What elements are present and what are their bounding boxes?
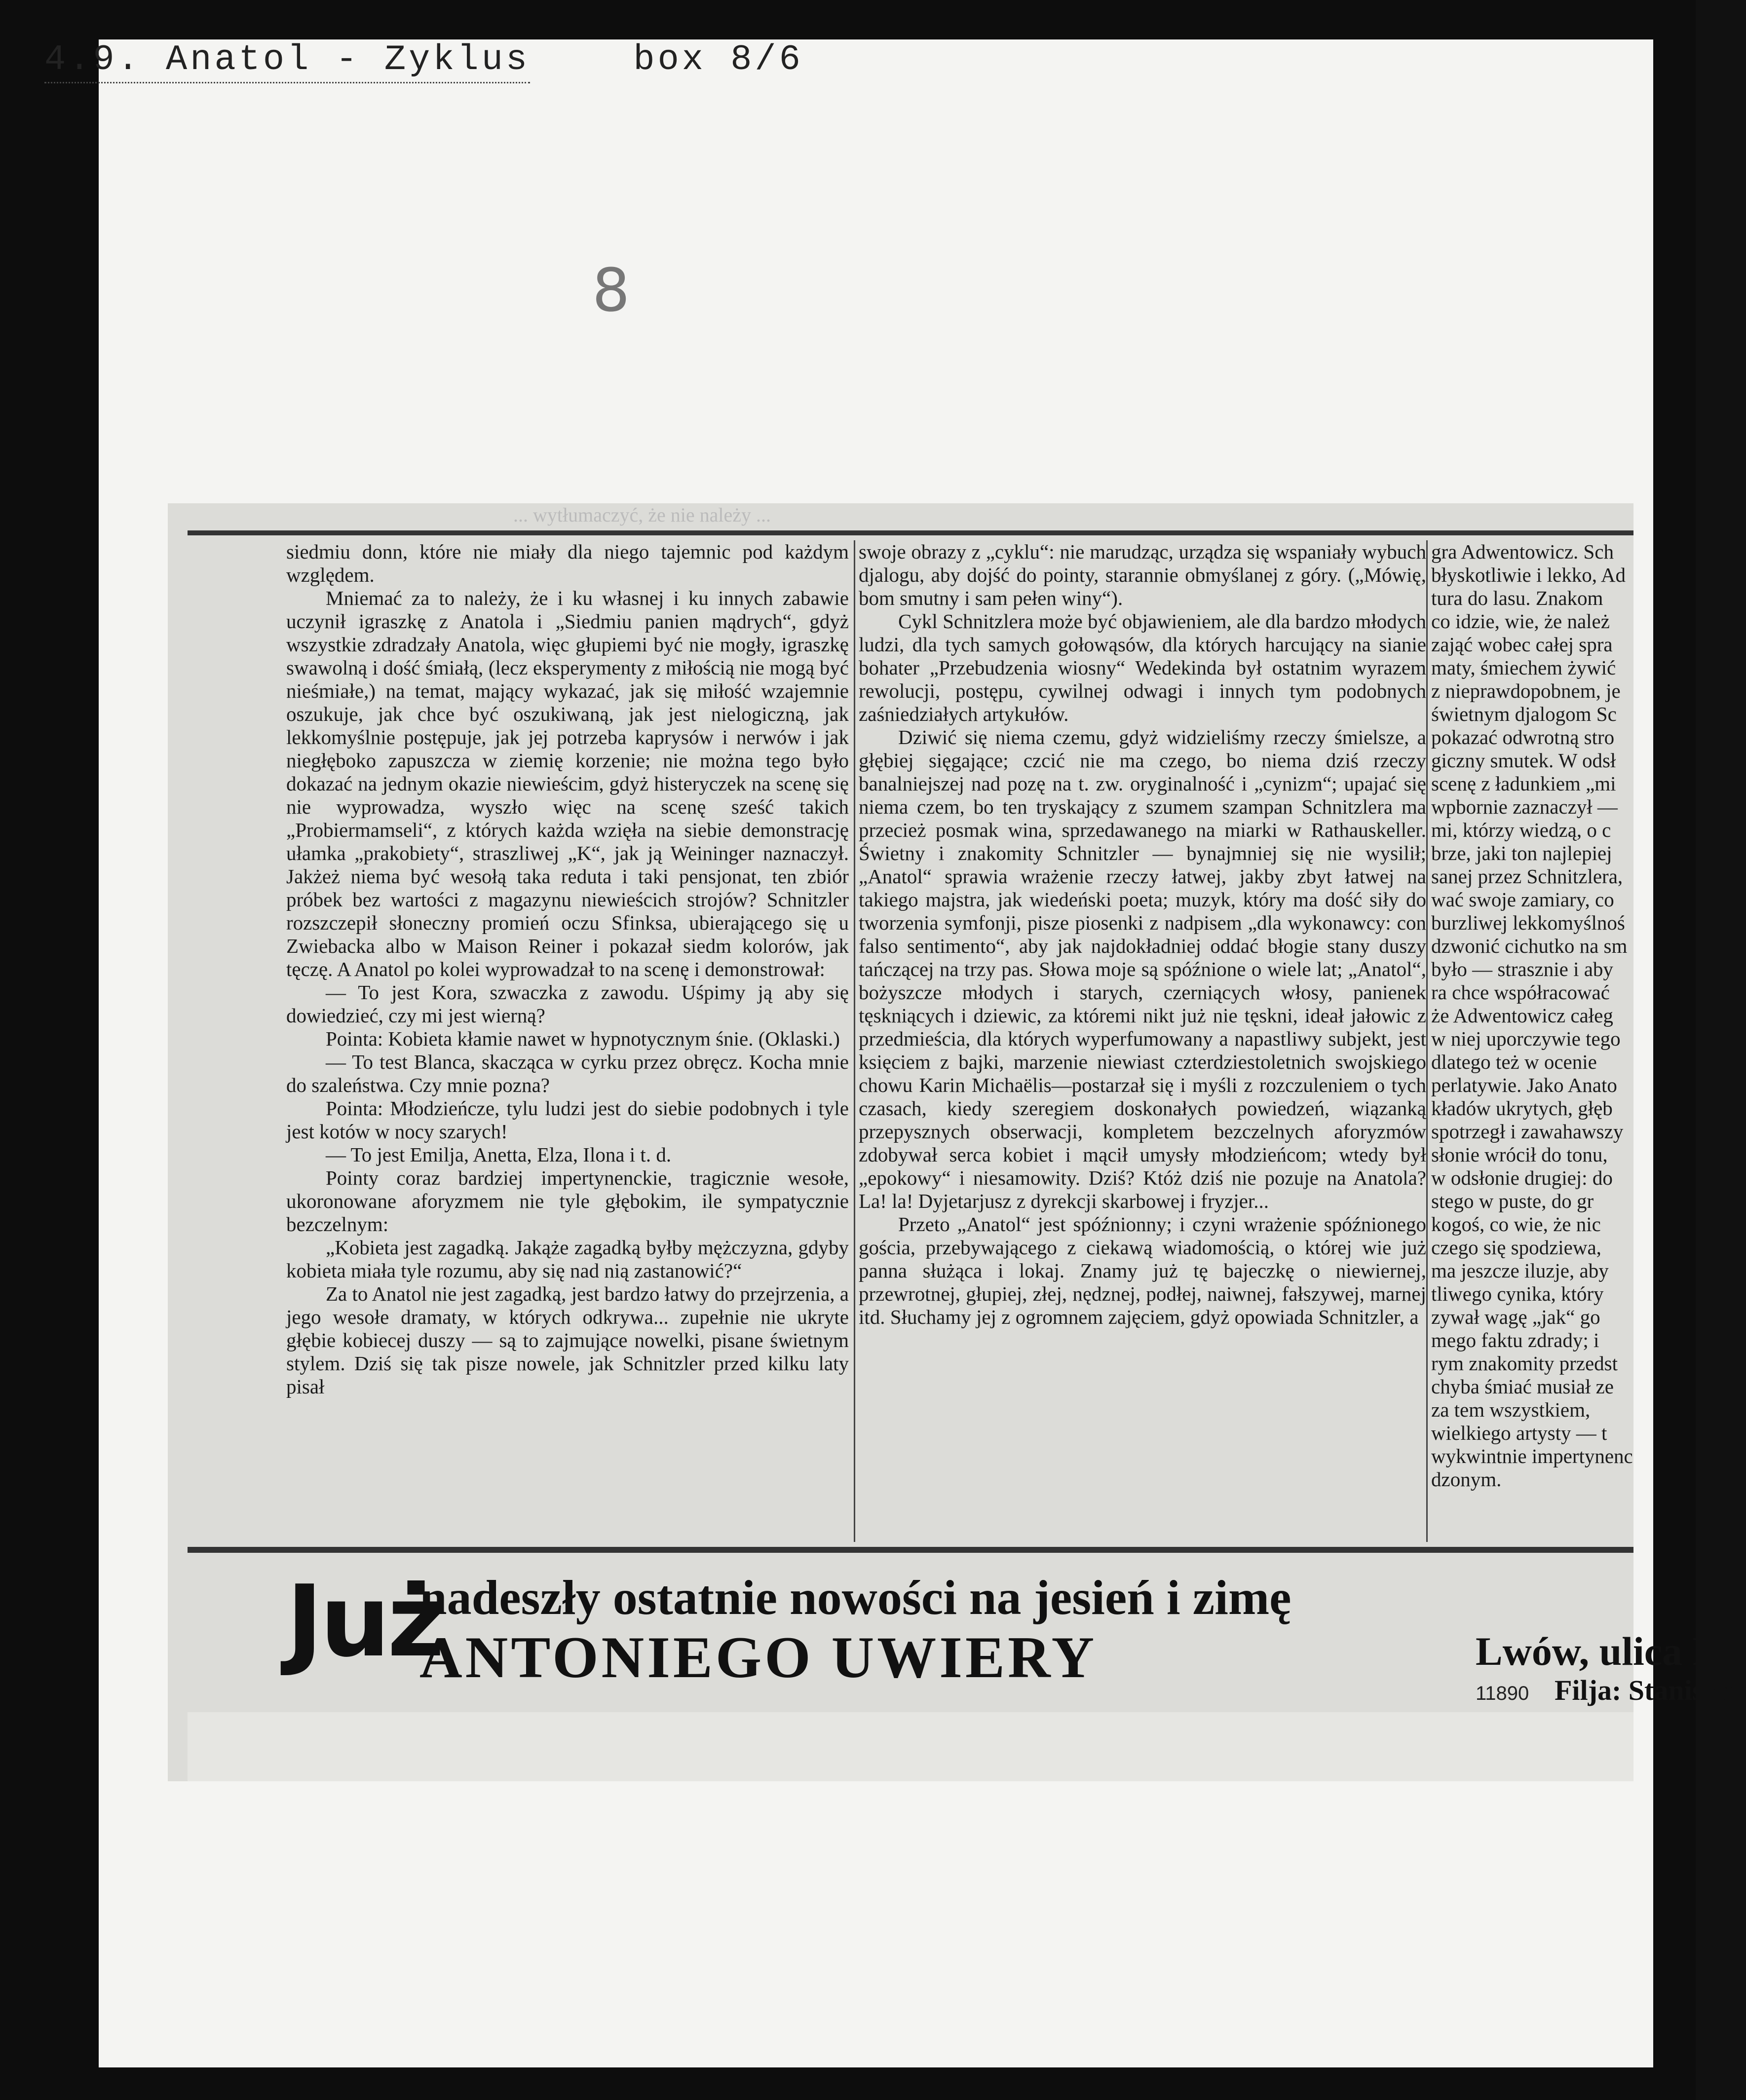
paragraph: siedmiu donn, które nie miały dla niego tajemnic pod każdym względem.	[286, 540, 849, 586]
archive-label-box: box 8/6	[633, 39, 803, 80]
column-rule	[854, 540, 855, 1542]
column-line: dlatego też w ocenie	[1431, 1050, 1597, 1073]
column-line: tura do lasu. Znakom	[1431, 587, 1603, 609]
newspaper-clipping	[168, 503, 1746, 1781]
ad-rule	[188, 1547, 1633, 1553]
column-line: brze, jaki ton najlepiej	[1431, 842, 1612, 864]
column-line: czego się spodziewa,	[1431, 1236, 1601, 1259]
column-line: mi, którzy wiedzą, o c	[1431, 819, 1611, 841]
ad-company: ANTONIEGO UWIERY	[419, 1624, 1098, 1690]
paragraph: Mniemać za to należy, że i ku własnej i ku innych zabawie uczynił igraszkę z Anatola i „Siedmiu panien mądrych“, gdyż wszystkie zdradzały Anatola, więc głupiemi być nie mogły, igraszkę swawolną i dość śmiałą, (lecz eksperymenty z miłością nie mogą być nieśmiałe,) na temat, mający wykazać, jak się miłość wzajemnie oszukuje, jak chce być oszukiwaną, jak jest nielogiczną, jak lekkomyślnie postępuje, jak jej potrzeba kaprysów i nerwów i jak niegłęboko zapuszcza w ziemię korzenie; nie można tego było dokazać na jednym okazie niewieścim, gdyż histeryczek na scenę się nie wyprowadza, wyszło więc na scenę sześć takich „Probiermamseli“, z których każda wzięła na siebie demonstrację ułamka „prakobiety“, straszliwej „K“, jak ją Weininger naznaczył. Jakżeż niema być wesołą taka reduta i taki pensjonat, ten zbiór próbek bez wartości z magazynu niewieścich strojów? Schnitzler rozszczepił słoneczny promień oczu Sfinksa, ubierającego się u Zwiebacka albo w Maison Reiner i pokazał siedm kolorów, jak tęczę. A Anatol po kolei wyprowadzał to na scenę i demonstrował:	[286, 587, 849, 980]
column-line: tliwego cynika, który	[1431, 1282, 1604, 1305]
paragraph: Dziwić się niema czemu, gdyż widzieliśmy rzeczy śmielsze, a głębiej sięgające; czcić nie ma czego, bo niema dziś rzeczy banalniejszej nad pozę na t. zw. oryginalność i „cynizm“; upajać się niema czem, bo ten tryskający z szumem szampan Schnitzlera ma przecież posmak wina, sprzedawanego na miarki w Rathauskeller. Świetny i znakomity Schnitzler — bynajmniej się nie wysilił; „Anatol“ sprawia wrażenie rzeczy łatwej, jakby zbyt łatwej na takiego majstra, jak wiedeński poeta; muzyk, który ma dość siły do tworzenia symfonji, pisze piosenki z nadpisem „dla wykonawcy: con falso sentimento“, aby jak najdokładniej oddać błogie stany duszy tańczącej na trzy pas. Słowa moje są spóźnione o wiele lat; „Anatol“, bożyszcze młodych i starych, czerniących włosy, panienek tęskniących i dziewic, za któremi nikt już nie tęskni, ideał jałowic z przedmieścia, dla których wyperfumowany a napastliwy subjekt, jest księciem z bajki, marzenie niewiast czterdziestoletnich swojskiego chowu Karin Michaëlis—postarzał się i myśli z rozczuleniem o tych czasach, kiedy szeregiem doskonałych powiedzeń, wiązanką przepysznych obserwacji, kompletem bezczelnych aforyzmów zdobywał serca kobiet i mącił umysły młodzieńcom; wtedy był „epokowy“ i niesamowity. Dziś? Któż dziś nie pozuje na Anatola? La! la! Dyjetarjusz z dyrekcji skarbowej i fryzjer...	[859, 726, 1426, 1212]
column-line: wykwintnie impertynenc	[1431, 1445, 1633, 1467]
paragraph: Za to Anatol nie jest zagadką, jest bardzo łatwy do przejrzenia, a jego wesołe dramaty, w których odkrywa... zupełnie nie ukryte głębie kobiecej duszy — są to zajmujące nowelki, pisane świetnym stylem. Dziś się tak pisze nowele, jak Schnitzler przed kilku laty pisał	[286, 1282, 849, 1398]
paragraph: Pointa: Kobieta kłamie nawet w hypnotycznym śnie. (Oklaski.)	[326, 1027, 840, 1050]
column-line: perlatywie. Jako Anato	[1431, 1074, 1617, 1096]
paragraph: Pointa: Młodzieńcze, tylu ludzi jest do siebie podobnych i tyle jest kotów w nocy szarych!	[286, 1097, 849, 1143]
paragraph: swoje obrazy z „cyklu“: nie marudząc, urządza się wspaniały wybuch djalogu, aby dojść do pointy, starannie obmyślanej z góry. („Mówię, bom smutny i sam pełen winy“).	[859, 540, 1426, 609]
clipping-bottom-margin	[188, 1712, 1633, 1781]
paragraph: — To jest Kora, szwaczka z zawodu. Uśpimy ją aby się dowiedzieć, czy mi jest wierną?	[286, 981, 849, 1027]
advertisement	[286, 1559, 1746, 1707]
column-line: w odsłonie drugiej: do	[1431, 1166, 1613, 1189]
column-line: sanej przez Schnitzlera,	[1431, 865, 1623, 888]
column-line: wać swoje zamiary, co	[1431, 888, 1614, 911]
archive-label-title: 4.9. Anatol - Zyklus	[44, 39, 530, 83]
paragraph: — To test Blanca, skacząca w cyrku przez obręcz. Kocha mnie do szaleństwa. Czy mnie pozna?	[286, 1050, 849, 1096]
column-line: ra chce współracować	[1431, 981, 1610, 1004]
column-line: mego faktu zdrady; i	[1431, 1329, 1599, 1351]
ad-juz: Już	[286, 1564, 442, 1679]
column-line: w niej uporczywie tego	[1431, 1027, 1621, 1050]
ad-address: Lwów, ulica H	[1476, 1629, 1724, 1674]
cut-off-line: ... wytłumaczyć, że nie należy ...	[513, 504, 771, 526]
column-line: stego w puste, do gr	[1431, 1190, 1594, 1212]
paragraph: Przeto „Anatol“ jest spóźnionny; i czyni wrażenie spóźnionego gościa, przebywającego z ciekawą wiadomością, o której wie już panna służąca i lokaj. Znamy już tę bajeczkę o niewiernej, przewrotnej, głupiej, złej, nędznej, podłej, naiwnej, fałszywej, marnej itd. Słuchamy jej z ogromnem zajęciem, gdyż opowiada Schnitzler, a	[859, 1213, 1426, 1328]
column-line: pokazać odwrotną stro	[1431, 726, 1615, 749]
column-line: ma jeszcze iluzje, aby	[1431, 1259, 1609, 1282]
column-line: chyba śmiać musiał ze	[1431, 1375, 1614, 1398]
column-line: słonie wrócił do tonu,	[1431, 1143, 1608, 1166]
column-line: scenę z ładunkiem „mi	[1431, 772, 1616, 795]
column-line: wielkiego artysty — t	[1431, 1422, 1607, 1444]
column-line: z nieprawdopobnem, je	[1431, 679, 1621, 702]
column-line: kładów ukrytych, głęb	[1431, 1097, 1613, 1120]
ad-number: 11890	[1476, 1683, 1529, 1704]
column-line: zająć wobec całej spra	[1431, 633, 1613, 656]
column-line: burzliwej lekkomyślnoś	[1431, 911, 1625, 934]
column-line: było — strasznie i aby	[1431, 958, 1613, 980]
paragraph: Cykl Schnitzlera może być objawieniem, ale dla bardzo młodych ludzi, dla tych samych gołowąsów, dla których harcujący na sianie bohater „Przebudzenia wiosny“ Wedekinda był ostatnim wyrazem rewolucji, postępu, cywilnej odwagi i innych tym podobnych zaśniedziałych artykułów.	[859, 610, 1426, 725]
article-column-1	[286, 540, 849, 1398]
article-column-2	[859, 540, 1426, 1329]
paragraph: Pointy coraz bardziej impertynenckie, tragicznie wesołe, ukoronowane aforyzmem nie tyle głębokim, ile sympatycznie bezczelnym:	[286, 1166, 849, 1236]
ad-headline: nadeszły ostatnie nowości na jesień i zimę	[419, 1570, 1291, 1625]
top-rule	[188, 530, 1633, 535]
column-line: świetnym djalogom Sc	[1431, 703, 1617, 725]
column-line: że Adwentowicz całeg	[1431, 1004, 1613, 1027]
column-line: co idzie, wie, że należ	[1431, 610, 1610, 633]
column-line: zywał wagę „jak“ go	[1431, 1306, 1600, 1328]
article-column-3	[1431, 540, 1688, 1491]
column-line: giczny smutek. W odsł	[1431, 749, 1616, 772]
column-line: za tem wszystkiem,	[1431, 1398, 1591, 1421]
column-line: gra Adwentowicz. Sch	[1431, 540, 1614, 563]
column-line: kogoś, co wie, że nic	[1431, 1213, 1601, 1236]
column-rule	[1426, 540, 1428, 1542]
column-line: dzwonić cichutko na sm	[1431, 935, 1628, 957]
column-line: rym znakomity przedst	[1431, 1352, 1618, 1375]
column-line: dzonym.	[1431, 1468, 1502, 1491]
column-line: spotrzegł i zawahawszy	[1431, 1120, 1624, 1143]
column-line: błyskotliwie i lekko, Ad	[1431, 563, 1626, 586]
paragraph: — To jest Emilja, Anetta, Elza, Ilona i t. d.	[326, 1143, 672, 1166]
column-line: maty, śmiechem żywić	[1431, 656, 1616, 679]
paperclip-mark: 8	[592, 257, 630, 325]
ad-branch: Filja: Stanisław	[1555, 1674, 1746, 1706]
paragraph: „Kobieta jest zagadką. Jakąże zagadką byłby mężczyzna, gdyby kobieta miała tyle rozumu, aby się nad nią zastanowić?“	[286, 1236, 849, 1282]
archive-label	[44, 39, 803, 80]
column-line: wpbornie zaznaczył —	[1431, 795, 1618, 818]
